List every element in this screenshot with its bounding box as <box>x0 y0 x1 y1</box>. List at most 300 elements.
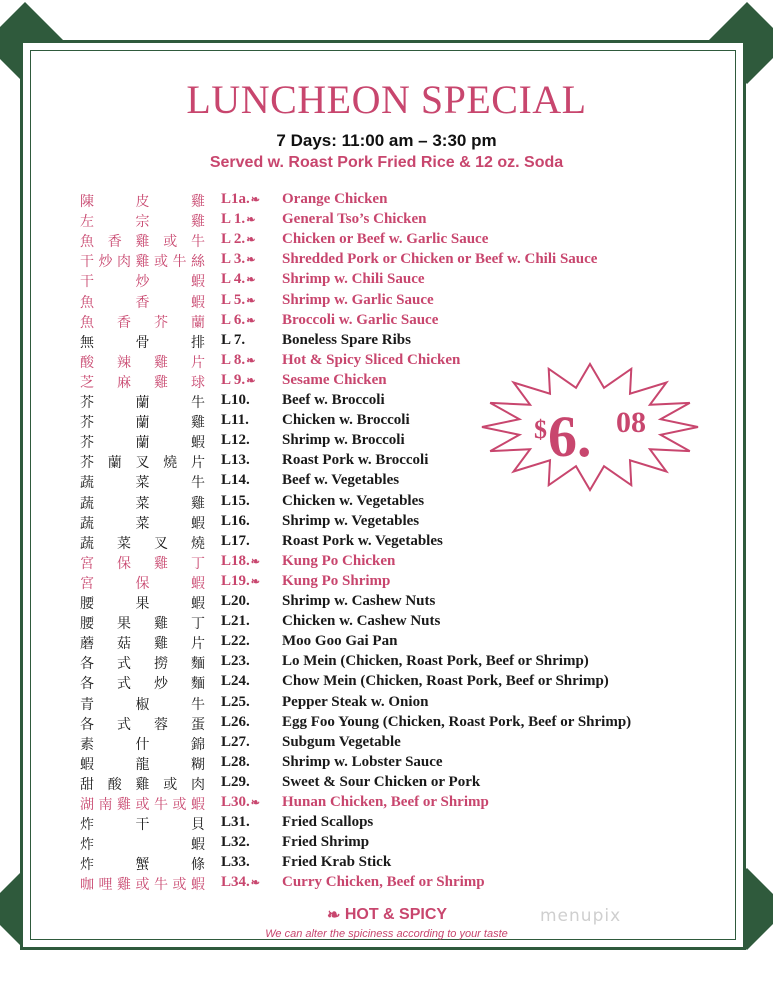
item-code-label: L22. <box>221 633 250 650</box>
chinese-name <box>80 633 205 653</box>
item-code <box>221 633 250 650</box>
item-code <box>221 231 255 248</box>
chinese-character: 蝦 <box>191 837 205 854</box>
menu-item-row <box>0 833 773 853</box>
chinese-character: 菜 <box>135 475 150 492</box>
chinese-character: 陳 <box>80 194 94 210</box>
item-name: Chicken w. Vegetables <box>282 492 425 509</box>
chinese-name <box>80 251 205 271</box>
chili-icon: ❧ <box>246 234 256 247</box>
item-name: Fried Shrimp <box>282 834 370 851</box>
menu-item-row <box>0 672 773 692</box>
chinese-character: 牛 <box>154 797 168 813</box>
chinese-character: 蘭 <box>135 435 150 452</box>
menu-item-row <box>0 853 773 873</box>
item-code-label: L28. <box>221 753 250 770</box>
item-code-label: L16. <box>221 512 250 529</box>
item-code <box>221 513 250 530</box>
chinese-character: 菜 <box>135 515 150 532</box>
chili-icon: ❧ <box>250 797 260 810</box>
item-name: Shrimp w. Chili Sauce <box>282 271 425 288</box>
chinese-character: 牛 <box>191 696 205 713</box>
chinese-character: 炒 <box>154 676 168 693</box>
chinese-name <box>80 372 205 392</box>
chinese-character: 叉 <box>154 535 168 552</box>
chinese-character: 芝 <box>80 374 94 391</box>
chinese-character: 蓉 <box>154 716 168 733</box>
chinese-character: 錦 <box>191 736 205 753</box>
chinese-character: 雞 <box>154 555 168 572</box>
chinese-name <box>80 854 205 874</box>
item-code <box>221 834 250 851</box>
chinese-character: 青 <box>80 696 94 713</box>
chinese-character: 燒 <box>163 455 178 472</box>
chinese-character: 或 <box>154 254 168 271</box>
chinese-name <box>80 694 205 714</box>
item-code <box>221 714 250 731</box>
item-name: Chicken or Beef w. Garlic Sauce <box>282 231 489 248</box>
item-name: Beef w. Vegetables <box>282 472 400 489</box>
item-code <box>221 432 250 449</box>
chinese-character: 肉 <box>191 776 205 793</box>
chinese-character: 蔬 <box>80 475 94 492</box>
item-code <box>221 573 260 590</box>
chinese-character: 酸 <box>80 354 94 371</box>
chinese-character: 蔬 <box>80 535 94 552</box>
item-code <box>221 814 250 831</box>
chili-icon: ❧ <box>326 907 341 924</box>
item-code-label: L25. <box>221 693 250 710</box>
menu-item-row <box>0 492 773 512</box>
item-code-label: L10. <box>221 392 250 408</box>
item-name: Shredded Pork or Chicken or Beef w. Chili Sauce <box>282 251 598 268</box>
chinese-character: 果 <box>117 616 131 633</box>
menu-item-row <box>0 773 773 793</box>
item-name: Shrimp w. Vegetables <box>282 512 420 529</box>
chinese-character: 蟹 <box>135 857 150 874</box>
item-code <box>221 673 250 690</box>
item-name: Fried Krab Stick <box>282 854 392 871</box>
item-code-label: L12. <box>221 432 250 449</box>
item-code-label: L33. <box>221 854 250 871</box>
chinese-character: 芥 <box>80 395 94 411</box>
item-code <box>221 593 250 610</box>
chinese-character: 糊 <box>191 756 205 773</box>
chinese-character: 芥 <box>80 415 94 432</box>
item-code <box>221 332 245 349</box>
item-name: Lo Mein (Chicken, Roast Pork, Beef or Shrimp) <box>282 653 589 670</box>
chinese-character: 式 <box>117 656 131 673</box>
chinese-character: 菇 <box>117 636 131 653</box>
item-code-label: L27. <box>221 733 250 750</box>
item-code-label: L20. <box>221 593 250 609</box>
chinese-character: 蛋 <box>191 716 205 733</box>
chinese-name <box>80 493 205 513</box>
chinese-name <box>80 452 205 472</box>
chinese-character: 雞 <box>135 254 150 271</box>
menu-item-row <box>0 512 773 532</box>
chinese-character: 片 <box>191 636 205 653</box>
chinese-name <box>80 231 205 251</box>
item-name: General Tso’s Chicken <box>282 211 427 228</box>
menu-item-row <box>0 331 773 351</box>
menu-item-row <box>0 291 773 311</box>
chinese-name <box>80 613 205 633</box>
item-name: Subgum Vegetable <box>282 733 401 750</box>
chinese-character: 腰 <box>80 596 94 612</box>
item-code-label: L34. <box>221 874 250 891</box>
chinese-character: 干 <box>80 274 94 291</box>
menu-served-with: Served w. Roast Pork Fried Rice & 12 oz. Soda <box>209 154 564 171</box>
chinese-character: 炒 <box>135 274 150 291</box>
chinese-name <box>80 432 205 452</box>
chinese-character: 叉 <box>135 455 150 472</box>
chili-icon: ❧ <box>246 354 256 367</box>
item-name: Egg Foo Young (Chicken, Roast Pork, Beef or Shrimp) <box>282 713 632 730</box>
chinese-name <box>80 553 205 573</box>
item-name: Boneless Spare Ribs <box>282 331 411 348</box>
item-code <box>221 553 260 570</box>
chinese-name <box>80 774 205 794</box>
item-name: Kung Po Chicken <box>282 552 396 569</box>
item-code-label: L 7. <box>221 331 246 348</box>
item-code <box>221 452 250 469</box>
chinese-character: 芥 <box>80 435 94 452</box>
item-code-label: L11. <box>221 412 249 429</box>
chinese-name <box>80 412 205 432</box>
menu-hours: 7 Days: 11:00 am – 3:30 pm <box>276 131 497 150</box>
item-code-label: L24. <box>221 673 250 690</box>
item-name: Roast Pork w. Broccoli <box>282 452 429 469</box>
chinese-name <box>80 673 205 693</box>
chinese-character: 雞 <box>191 415 205 432</box>
chinese-character: 麵 <box>191 656 205 673</box>
chinese-character: 蝦 <box>191 274 205 291</box>
menu-item-row <box>0 632 773 652</box>
chinese-character: 貝 <box>191 817 205 834</box>
chinese-character: 芥 <box>154 314 168 331</box>
chinese-character: 或 <box>163 234 178 251</box>
chinese-character: 蝦 <box>191 515 205 532</box>
menu-item-row <box>0 592 773 612</box>
chinese-name <box>80 472 205 492</box>
chinese-character: 保 <box>117 555 131 572</box>
menu-item-row <box>0 230 773 250</box>
chinese-character: 宗 <box>135 214 150 231</box>
chili-icon: ❧ <box>250 575 260 588</box>
chinese-character: 魚 <box>80 314 94 331</box>
chili-icon: ❧ <box>246 374 256 387</box>
item-code <box>221 392 250 409</box>
chinese-character: 麻 <box>117 374 131 391</box>
item-code-label: L29. <box>221 773 250 790</box>
item-code <box>221 694 250 711</box>
chinese-character: 菜 <box>135 495 150 512</box>
chinese-character: 干 <box>135 817 150 834</box>
chinese-character: 牛 <box>154 877 168 894</box>
chinese-character: 蝦 <box>80 756 94 773</box>
item-code <box>221 653 250 670</box>
chinese-character: 炸 <box>80 857 94 874</box>
chinese-character: 或 <box>135 797 150 813</box>
hot-spicy-legend <box>0 905 773 925</box>
menu-item-row <box>0 532 773 552</box>
item-code-label: L31. <box>221 814 250 831</box>
item-code-label: L 3. <box>221 251 246 268</box>
menu-item-row <box>0 813 773 833</box>
spiciness-note: We can alter the spiciness according to your taste <box>265 928 508 940</box>
item-code <box>221 412 249 429</box>
item-name: Roast Pork w. Vegetables <box>282 532 443 549</box>
chinese-character: 蘭 <box>135 395 150 411</box>
item-code-label: L32. <box>221 834 250 851</box>
item-name: Curry Chicken, Beef or Shrimp <box>282 874 485 891</box>
item-code <box>221 734 250 751</box>
watermark: menupix <box>540 906 622 926</box>
hot-spicy-label: HOT & SPICY <box>344 906 448 924</box>
chinese-character: 牛 <box>191 395 205 411</box>
chinese-character: 蘭 <box>107 455 122 472</box>
chinese-name <box>80 513 205 533</box>
item-name: Beef w. Broccoli <box>282 392 385 408</box>
item-code-label: L 8. <box>221 351 246 368</box>
menu-item-row <box>0 311 773 331</box>
menu-item-row <box>0 713 773 733</box>
chinese-character: 魚 <box>80 294 94 311</box>
chinese-character: 牛 <box>172 254 187 271</box>
menu-item-row <box>0 652 773 672</box>
chinese-character: 干 <box>80 254 94 271</box>
chinese-name <box>80 834 205 854</box>
item-name: Broccoli w. Garlic Sauce <box>282 311 439 328</box>
item-name: Sesame Chicken <box>282 371 387 388</box>
chinese-character: 果 <box>135 596 150 612</box>
item-code-label: L1a. <box>221 191 250 207</box>
chinese-character: 蔬 <box>80 495 94 512</box>
chinese-character: 菜 <box>117 535 131 552</box>
price-cents: 08 <box>616 406 646 439</box>
item-code <box>221 854 250 871</box>
chinese-character: 蝦 <box>191 575 205 592</box>
chinese-character: 蘭 <box>191 314 205 331</box>
chinese-character: 湖 <box>80 797 94 813</box>
chinese-character: 蘭 <box>135 415 150 432</box>
chinese-character: 哩 <box>98 877 113 894</box>
chinese-character: 雞 <box>191 194 205 210</box>
chinese-character: 撈 <box>154 656 168 673</box>
chinese-character: 南 <box>98 797 113 813</box>
chinese-character: 丁 <box>191 616 205 633</box>
item-name: Chicken w. Broccoli <box>282 412 410 429</box>
chinese-name <box>80 874 205 894</box>
chinese-character: 魚 <box>80 234 94 251</box>
chinese-character: 絲 <box>191 254 205 271</box>
menu-item-row <box>0 612 773 632</box>
chinese-character: 雞 <box>154 616 168 633</box>
chinese-name <box>80 271 205 291</box>
item-code <box>221 292 255 309</box>
item-name: Hot & Spicy Sliced Chicken <box>282 351 461 368</box>
chinese-name <box>80 794 205 814</box>
chinese-name <box>80 191 205 211</box>
item-code-label: L19. <box>221 572 250 589</box>
chinese-name <box>80 312 205 332</box>
chinese-name <box>80 593 205 613</box>
chinese-character: 宮 <box>80 555 94 572</box>
item-code-label: L26. <box>221 713 250 730</box>
chinese-character: 牛 <box>191 475 205 492</box>
item-code-label: L23. <box>221 653 250 670</box>
item-name: Shrimp w. Cashew Nuts <box>282 593 436 609</box>
chinese-character: 酸 <box>107 776 122 793</box>
menu-item-row <box>0 190 773 210</box>
item-name: Shrimp w. Garlic Sauce <box>282 291 434 308</box>
chinese-character: 無 <box>80 334 94 351</box>
chinese-character: 蝦 <box>191 877 205 894</box>
item-name: Kung Po Shrimp <box>282 572 391 589</box>
chinese-character: 龍 <box>135 756 150 773</box>
menu-item-row <box>0 733 773 753</box>
chinese-character: 式 <box>117 716 131 733</box>
chinese-character: 左 <box>80 214 94 231</box>
chinese-character: 條 <box>191 857 205 874</box>
item-name: Moo Goo Gai Pan <box>282 633 398 650</box>
item-name: Hunan Chicken, Beef or Shrimp <box>282 794 489 810</box>
menu-item-row <box>0 552 773 572</box>
item-name: Orange Chicken <box>282 191 388 207</box>
item-code <box>221 794 260 811</box>
item-code <box>221 211 255 228</box>
menu-item-row <box>0 210 773 230</box>
chinese-character: 或 <box>172 797 187 813</box>
chinese-character: 蝦 <box>191 797 205 813</box>
chili-icon: ❧ <box>246 254 256 267</box>
chili-icon: ❧ <box>246 294 256 307</box>
item-code-label: L18. <box>221 552 250 569</box>
chinese-character: 蘑 <box>80 636 94 653</box>
chinese-character: 各 <box>80 676 94 693</box>
chinese-character: 雞 <box>135 776 150 793</box>
item-code <box>221 251 255 268</box>
chinese-character: 雞 <box>154 636 168 653</box>
price-dollar: $ <box>534 415 547 444</box>
chinese-character: 排 <box>191 334 205 351</box>
item-code <box>221 874 260 891</box>
item-code-label: L30. <box>221 794 250 810</box>
chinese-character: 芥 <box>80 455 94 472</box>
menu-item-row <box>0 270 773 290</box>
item-name: Sweet & Sour Chicken or Pork <box>282 773 481 790</box>
chinese-name <box>80 392 205 412</box>
chinese-name <box>80 533 205 553</box>
item-code <box>221 533 250 550</box>
chinese-character: 辣 <box>117 354 131 371</box>
item-code-label: L17. <box>221 532 250 549</box>
chinese-character: 蔬 <box>80 515 94 532</box>
item-code-label: L 2. <box>221 231 246 248</box>
chinese-name <box>80 714 205 734</box>
chinese-character: 蝦 <box>191 294 205 311</box>
menu-item-row <box>0 753 773 773</box>
chinese-name <box>80 292 205 312</box>
item-code-label: L 6. <box>221 311 246 328</box>
menu-item-row <box>0 873 773 893</box>
chinese-character: 雞 <box>117 797 131 813</box>
chili-icon: ❧ <box>246 214 256 227</box>
chinese-character: 雞 <box>117 877 131 894</box>
item-code <box>221 774 250 791</box>
chinese-character: 香 <box>117 314 131 331</box>
chinese-character: 各 <box>80 716 94 733</box>
chinese-character: 雞 <box>154 374 168 391</box>
menu-item-row <box>0 572 773 592</box>
chinese-name <box>80 814 205 834</box>
item-name: Shrimp w. Lobster Sauce <box>282 753 443 770</box>
chili-icon: ❧ <box>246 274 256 287</box>
chinese-character: 片 <box>191 354 205 371</box>
chili-icon: ❧ <box>246 314 256 327</box>
chinese-character: 皮 <box>135 194 150 210</box>
item-code <box>221 372 255 389</box>
item-name: Pepper Steak w. Onion <box>282 693 429 710</box>
chinese-character: 或 <box>163 776 178 793</box>
chinese-character: 炒 <box>98 254 113 271</box>
menu-item-row <box>0 793 773 813</box>
item-code-label: L 9. <box>221 371 246 388</box>
chinese-character: 炸 <box>80 837 94 854</box>
chinese-character: 骨 <box>135 334 150 351</box>
chili-icon: ❧ <box>250 555 260 568</box>
item-code-label: L21. <box>221 613 250 630</box>
item-code-label: L 1. <box>221 211 246 228</box>
item-name: Fried Scallops <box>282 814 374 831</box>
chinese-character: 雞 <box>135 234 150 251</box>
price-main: 6. <box>548 404 592 469</box>
item-code <box>221 191 260 208</box>
chinese-character: 肉 <box>117 254 131 271</box>
chinese-character: 各 <box>80 656 94 673</box>
item-code-label: L15. <box>221 492 250 509</box>
chinese-character: 香 <box>135 294 150 311</box>
chinese-name <box>80 211 205 231</box>
item-code-label: L 4. <box>221 271 246 288</box>
item-code <box>221 352 255 369</box>
item-name: Shrimp w. Broccoli <box>282 432 405 449</box>
chinese-character: 牛 <box>191 234 205 251</box>
chinese-character: 式 <box>117 676 131 693</box>
item-name: Chow Mein (Chicken, Roast Pork, Beef or Shrimp) <box>282 673 609 690</box>
chinese-character: 球 <box>191 374 205 391</box>
chinese-name <box>80 573 205 593</box>
chinese-character: 丁 <box>191 555 205 572</box>
menu-title: LUNCHEON SPECIAL <box>186 77 587 122</box>
chinese-name <box>80 332 205 352</box>
chinese-name <box>80 653 205 673</box>
chinese-name <box>80 734 205 754</box>
item-code <box>221 754 250 771</box>
chinese-character: 或 <box>135 877 150 894</box>
chili-icon: ❧ <box>250 877 260 890</box>
chinese-character: 雞 <box>191 495 205 512</box>
item-name: Chicken w. Cashew Nuts <box>282 613 441 630</box>
chinese-character: 香 <box>107 234 122 251</box>
chinese-character: 蝦 <box>191 596 205 612</box>
item-code <box>221 472 250 489</box>
chinese-character: 麵 <box>191 676 205 693</box>
item-code <box>221 493 250 510</box>
chinese-character: 雞 <box>154 354 168 371</box>
item-code <box>221 312 255 329</box>
